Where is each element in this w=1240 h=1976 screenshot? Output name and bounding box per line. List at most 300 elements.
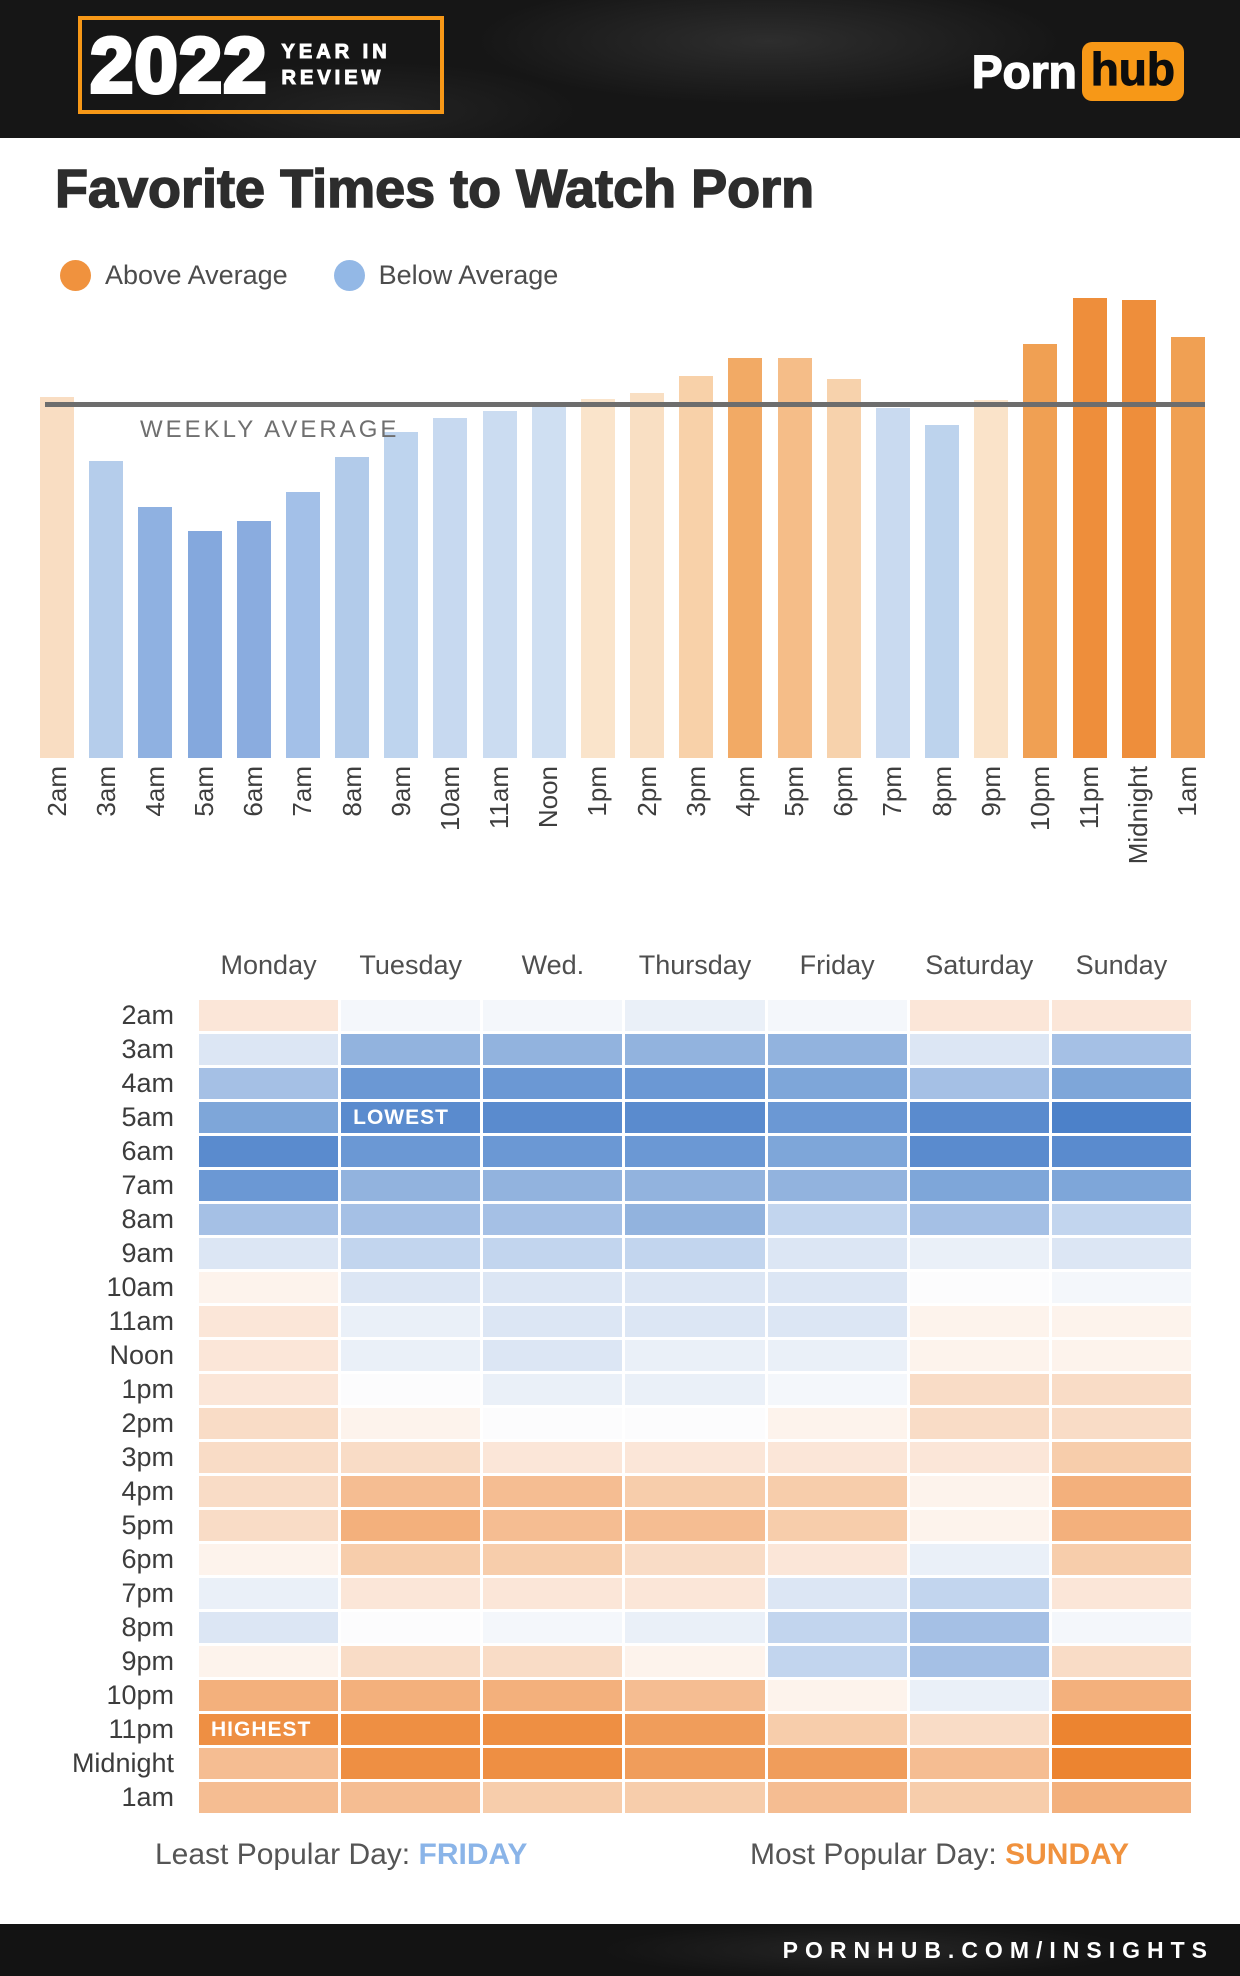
bar-3am	[89, 461, 123, 758]
bar-4am	[138, 507, 172, 758]
heatmap-day-headers	[199, 950, 1191, 981]
heatmap-cell-saturday-3pm	[910, 1442, 1049, 1473]
least-popular-label: Least Popular Day:	[155, 1838, 411, 1871]
heatmap-cell-saturday-4am	[910, 1068, 1049, 1099]
logo-subtext	[282, 39, 391, 91]
heatmap-cell-sunday-7am	[1052, 1170, 1191, 1201]
heatmap-cell-wed-10pm	[483, 1680, 622, 1711]
hour-label: 7pm	[877, 766, 908, 817]
insights-url: PORNHUB.COM/INSIGHTS	[782, 1936, 1214, 1963]
legend-below-dot	[334, 260, 365, 291]
heatmap-cell-tuesday-4am	[341, 1068, 480, 1099]
heatmap-cell-wed-3am	[483, 1034, 622, 1065]
bar-8am	[335, 457, 369, 758]
heatmap-cell-tuesday-11pm	[341, 1714, 480, 1745]
heatmap-cell-monday-4pm	[199, 1476, 338, 1507]
hour-label-slot	[138, 766, 172, 817]
legend-below-label: Below Average	[378, 260, 559, 290]
heatmap-cell-saturday-10am	[910, 1272, 1049, 1303]
heatmap-cell-friday-4am	[768, 1068, 907, 1099]
hour-label: 11pm	[1074, 766, 1105, 830]
heatmap-cell-tuesday-3am	[341, 1034, 480, 1065]
heatmap-cell-thursday-5am	[625, 1102, 764, 1133]
bar-5am	[188, 531, 222, 758]
heatmap-cell-monday-3pm	[199, 1442, 338, 1473]
heatmap-cell-saturday-3am	[910, 1034, 1049, 1065]
heatmap-cell-sunday-6pm	[1052, 1544, 1191, 1575]
heatmap-cell-sunday-3pm	[1052, 1442, 1191, 1473]
hour-label-slot	[237, 766, 271, 817]
bar-11am	[483, 411, 517, 758]
heatmap-cell-thursday-7pm	[625, 1578, 764, 1609]
page-title: Favorite Times to Watch Porn	[55, 159, 815, 219]
row-label-7pm: 7pm	[121, 1578, 174, 1608]
row-label-1am: 1am	[121, 1782, 174, 1812]
heatmap-cell-friday-2pm	[768, 1408, 907, 1439]
bottom-bar	[0, 1924, 1240, 1976]
row-label-3pm: 3pm	[121, 1442, 174, 1472]
heatmap-cell-monday-11pm	[199, 1714, 338, 1745]
legend-above-label: Above Average	[105, 260, 288, 290]
heatmap-cell-thursday-9am	[625, 1238, 764, 1269]
heatmap-cell-friday-11am	[768, 1306, 907, 1337]
bar-6pm	[827, 379, 861, 758]
heatmap-cell-sunday-5pm	[1052, 1510, 1191, 1541]
heatmap-cell-saturday-midnight	[910, 1748, 1049, 1779]
heatmap-cell-thursday-1am	[625, 1782, 764, 1813]
heatmap-cell-saturday-6am	[910, 1136, 1049, 1167]
weekly-heatmap-grid	[199, 1000, 1191, 1813]
row-label-midnight: Midnight	[71, 1748, 174, 1778]
heatmap-cell-tuesday-6am	[341, 1136, 480, 1167]
heatmap-cell-tuesday-8am	[341, 1204, 480, 1235]
hour-label: 5pm	[779, 766, 810, 817]
heatmap-cell-saturday-4pm	[910, 1476, 1049, 1507]
heatmap-cell-sunday-4am	[1052, 1068, 1191, 1099]
heatmap-cell-sunday-2pm	[1052, 1408, 1191, 1439]
heatmap-cell-wed-9am	[483, 1238, 622, 1269]
logo-line1: YEAR IN	[281, 41, 391, 63]
hour-label: 8pm	[926, 766, 957, 817]
row-label-2pm: 2pm	[121, 1408, 174, 1438]
heatmap-cell-friday-4pm	[768, 1476, 907, 1507]
hour-label-slot	[188, 766, 222, 817]
heatmap-cell-saturday-1pm	[910, 1374, 1049, 1405]
heatmap-cell-saturday-8am	[910, 1204, 1049, 1235]
day-header-wed: Wed.	[521, 950, 585, 980]
heatmap-cell-friday-11pm	[768, 1714, 907, 1745]
heatmap-cell-saturday-6pm	[910, 1544, 1049, 1575]
bar-4pm	[728, 358, 762, 758]
heatmap-cell-thursday-4pm	[625, 1476, 764, 1507]
heatmap-cell-sunday-11am	[1052, 1306, 1191, 1337]
heatmap-cell-tuesday-5am	[341, 1102, 480, 1133]
heatmap-cell-thursday-10am	[625, 1272, 764, 1303]
heatmap-cell-friday-5pm	[768, 1510, 907, 1541]
year-in-review-logo	[78, 16, 444, 114]
heatmap-cell-thursday-8pm	[625, 1612, 764, 1643]
row-label-9am: 9am	[121, 1238, 174, 1268]
heatmap-cell-tuesday-6pm	[341, 1544, 480, 1575]
bar-11pm	[1073, 298, 1107, 758]
heatmap-cell-thursday-noon	[625, 1340, 764, 1371]
day-header-tuesday: Tuesday	[359, 950, 462, 980]
hour-label: 10am	[434, 766, 465, 832]
heatmap-cell-thursday-9pm	[625, 1646, 764, 1677]
logo-line2: REVIEW	[281, 67, 385, 89]
hour-label-slot	[1171, 766, 1205, 817]
heatmap-cell-tuesday-9am	[341, 1238, 480, 1269]
heatmap-cell-wed-1pm	[483, 1374, 622, 1405]
heatmap-cell-friday-midnight	[768, 1748, 907, 1779]
hour-label-slot	[581, 766, 615, 817]
heatmap-cell-friday-7pm	[768, 1578, 907, 1609]
heatmap-cell-friday-10pm	[768, 1680, 907, 1711]
pornhub-logo-porn: Porn	[971, 45, 1077, 98]
hour-label-slot	[40, 766, 74, 817]
heatmap-cell-saturday-2pm	[910, 1408, 1049, 1439]
heatmap-cell-monday-5pm	[199, 1510, 338, 1541]
heatmap-cell-monday-5am	[199, 1102, 338, 1133]
heatmap-cell-wed-5am	[483, 1102, 622, 1133]
hourly-bar-chart	[40, 290, 1205, 758]
bar-2pm	[630, 393, 664, 758]
heatmap-hour-labels	[0, 1000, 186, 1816]
heatmap-cell-monday-4am	[199, 1068, 338, 1099]
heatmap-cell-monday-8pm	[199, 1612, 338, 1643]
hour-label: Midnight	[1123, 766, 1154, 865]
heatmap-cell-monday-11am	[199, 1306, 338, 1337]
heatmap-cell-sunday-5am	[1052, 1102, 1191, 1133]
heatmap-cell-saturday-11am	[910, 1306, 1049, 1337]
heatmap-cell-tuesday-4pm	[341, 1476, 480, 1507]
heatmap-cell-saturday-1am	[910, 1782, 1049, 1813]
bar-1pm	[581, 399, 615, 758]
heatmap-cell-thursday-11pm	[625, 1714, 764, 1745]
heatmap-cell-wed-11am	[483, 1306, 622, 1337]
heatmap-cell-sunday-2am	[1052, 1000, 1191, 1031]
hour-label-slot	[925, 766, 959, 817]
heatmap-cell-monday-10pm	[199, 1680, 338, 1711]
heatmap-cell-friday-1am	[768, 1782, 907, 1813]
heatmap-cell-thursday-5pm	[625, 1510, 764, 1541]
hour-label: 7am	[287, 766, 318, 817]
heatmap-cell-tuesday-1pm	[341, 1374, 480, 1405]
weekly-average-line	[45, 402, 1205, 407]
heatmap-cell-thursday-3am	[625, 1034, 764, 1065]
row-label-4am: 4am	[121, 1068, 174, 1098]
hour-label: 9pm	[975, 766, 1006, 817]
hour-label-slot	[483, 766, 517, 829]
heatmap-cell-wed-2pm	[483, 1408, 622, 1439]
heatmap-cell-tuesday-9pm	[341, 1646, 480, 1677]
day-header-saturday: Saturday	[925, 950, 1034, 980]
hour-label-slot	[876, 766, 910, 817]
hour-label: 4am	[139, 766, 170, 817]
bar-6am	[237, 521, 271, 758]
heatmap-cell-sunday-1pm	[1052, 1374, 1191, 1405]
heatmap-cell-tuesday-7pm	[341, 1578, 480, 1609]
bar-2am	[40, 397, 74, 758]
heatmap-cell-tuesday-1am	[341, 1782, 480, 1813]
hour-label: 1am	[1172, 766, 1203, 817]
bar-midnight	[1122, 300, 1156, 758]
heatmap-cell-monday-midnight	[199, 1748, 338, 1779]
row-label-5pm: 5pm	[121, 1510, 174, 1540]
heatmap-cell-sunday-8am	[1052, 1204, 1191, 1235]
logo-year: 2022	[90, 21, 268, 109]
heatmap-cell-sunday-10pm	[1052, 1680, 1191, 1711]
heatmap-cell-saturday-5pm	[910, 1510, 1049, 1541]
heatmap-cell-wed-4pm	[483, 1476, 622, 1507]
hour-label: 1pm	[582, 766, 613, 817]
heatmap-cell-wed-7am	[483, 1170, 622, 1201]
least-popular-value: FRIDAY	[418, 1838, 528, 1871]
heatmap-cell-tuesday-2am	[341, 1000, 480, 1031]
heatmap-cell-friday-9am	[768, 1238, 907, 1269]
heatmap-cell-monday-6am	[199, 1136, 338, 1167]
hour-label: 6pm	[828, 766, 859, 817]
heatmap-cell-sunday-1am	[1052, 1782, 1191, 1813]
bar-3pm	[679, 376, 713, 758]
most-popular-day	[750, 1838, 1129, 1872]
legend-above-dot	[60, 260, 91, 291]
heatmap-cell-monday-6pm	[199, 1544, 338, 1575]
hour-label-slot	[1122, 766, 1156, 864]
heatmap-cell-friday-10am	[768, 1272, 907, 1303]
heatmap-cell-saturday-noon	[910, 1340, 1049, 1371]
hour-label: 2pm	[631, 766, 662, 817]
row-label-10am: 10am	[106, 1272, 174, 1302]
heatmap-cell-thursday-10pm	[625, 1680, 764, 1711]
heatmap-cell-wed-1am	[483, 1782, 622, 1813]
hour-label-slot	[89, 766, 123, 817]
chart-legend	[60, 260, 604, 291]
heatmap-cell-saturday-7pm	[910, 1578, 1049, 1609]
hour-label-slot	[778, 766, 812, 817]
heatmap-cell-wed-10am	[483, 1272, 622, 1303]
heatmap-cell-thursday-8am	[625, 1204, 764, 1235]
hour-label-slot	[384, 766, 418, 817]
heatmap-cell-tuesday-3pm	[341, 1442, 480, 1473]
hour-label: Noon	[533, 766, 564, 829]
row-label-9pm: 9pm	[121, 1646, 174, 1676]
heatmap-cell-sunday-noon	[1052, 1340, 1191, 1371]
hour-label-slot	[1073, 766, 1107, 829]
heatmap-cell-friday-5am	[768, 1102, 907, 1133]
heatmap-cell-wed-2am	[483, 1000, 622, 1031]
heatmap-cell-tuesday-7am	[341, 1170, 480, 1201]
heatmap-cell-sunday-4pm	[1052, 1476, 1191, 1507]
heatmap-cell-tuesday-midnight	[341, 1748, 480, 1779]
bar-7pm	[876, 408, 910, 758]
hour-label: 3am	[90, 766, 121, 817]
bar-7am	[286, 492, 320, 758]
hour-label: 6am	[238, 766, 269, 817]
row-label-1pm: 1pm	[121, 1374, 174, 1404]
heatmap-cell-sunday-8pm	[1052, 1612, 1191, 1643]
hour-label-slot	[532, 766, 566, 828]
heatmap-cell-tuesday-2pm	[341, 1408, 480, 1439]
row-label-5am: 5am	[121, 1102, 174, 1132]
heatmap-cell-wed-3pm	[483, 1442, 622, 1473]
most-popular-label: Most Popular Day:	[750, 1838, 997, 1871]
hour-label-slot	[1023, 766, 1057, 831]
hour-label: 11am	[484, 766, 515, 830]
most-popular-value: SUNDAY	[1005, 1838, 1130, 1871]
hour-label: 10pm	[1024, 766, 1055, 832]
bar-1am	[1171, 337, 1205, 758]
heatmap-cell-sunday-7pm	[1052, 1578, 1191, 1609]
bar-9am	[384, 432, 418, 758]
heatmap-cell-thursday-6am	[625, 1136, 764, 1167]
heatmap-cell-tuesday-10am	[341, 1272, 480, 1303]
hour-label: 8am	[336, 766, 367, 817]
heatmap-cell-thursday-2pm	[625, 1408, 764, 1439]
hour-label: 5am	[189, 766, 220, 817]
hour-label-slot	[728, 766, 762, 817]
heatmap-cell-wed-11pm	[483, 1714, 622, 1745]
heatmap-cell-friday-9pm	[768, 1646, 907, 1677]
heatmap-cell-tuesday-5pm	[341, 1510, 480, 1541]
heatmap-cell-tuesday-8pm	[341, 1612, 480, 1643]
heatmap-cell-sunday-midnight	[1052, 1748, 1191, 1779]
row-label-7am: 7am	[121, 1170, 174, 1200]
heatmap-cell-thursday-4am	[625, 1068, 764, 1099]
weekly-average-label: WEEKLY AVERAGE	[140, 416, 400, 443]
heatmap-cell-sunday-9pm	[1052, 1646, 1191, 1677]
heatmap-cell-wed-7pm	[483, 1578, 622, 1609]
heatmap-cell-sunday-6am	[1052, 1136, 1191, 1167]
bar-chart-hour-labels	[40, 766, 1205, 864]
hour-label: 9am	[385, 766, 416, 817]
row-label-4pm: 4pm	[121, 1476, 174, 1506]
row-label-6am: 6am	[121, 1136, 174, 1166]
heatmap-cell-friday-noon	[768, 1340, 907, 1371]
bar-5pm	[778, 358, 812, 758]
annotation-highest: HIGHEST	[211, 1717, 312, 1741]
heatmap-cell-saturday-10pm	[910, 1680, 1049, 1711]
heatmap-cell-thursday-7am	[625, 1170, 764, 1201]
heatmap-cell-saturday-5am	[910, 1102, 1049, 1133]
heatmap-cell-tuesday-10pm	[341, 1680, 480, 1711]
heatmap-cell-monday-8am	[199, 1204, 338, 1235]
heatmap-cell-friday-2am	[768, 1000, 907, 1031]
heatmap-cell-tuesday-11am	[341, 1306, 480, 1337]
heatmap-cell-monday-7pm	[199, 1578, 338, 1609]
hour-label: 2am	[41, 766, 72, 817]
heatmap-cell-monday-1am	[199, 1782, 338, 1813]
day-header-sunday: Sunday	[1075, 950, 1168, 980]
heatmap-cell-sunday-10am	[1052, 1272, 1191, 1303]
heatmap-cell-sunday-11pm	[1052, 1714, 1191, 1745]
heatmap-cell-monday-noon	[199, 1340, 338, 1371]
annotation-lowest: LOWEST	[353, 1105, 449, 1129]
heatmap-cell-wed-8pm	[483, 1612, 622, 1643]
hour-label: 4pm	[729, 766, 760, 817]
heatmap-cell-wed-6pm	[483, 1544, 622, 1575]
heatmap-cell-friday-7am	[768, 1170, 907, 1201]
heatmap-cell-friday-1pm	[768, 1374, 907, 1405]
heatmap-cell-saturday-7am	[910, 1170, 1049, 1201]
hour-label-slot	[335, 766, 369, 817]
heatmap-cell-friday-3am	[768, 1034, 907, 1065]
heatmap-cell-tuesday-noon	[341, 1340, 480, 1371]
heatmap-cell-wed-noon	[483, 1340, 622, 1371]
heatmap-cell-friday-6pm	[768, 1544, 907, 1575]
row-label-11pm: 11pm	[108, 1714, 174, 1744]
heatmap-cell-saturday-9pm	[910, 1646, 1049, 1677]
bar-noon	[532, 406, 566, 758]
row-label-noon: Noon	[109, 1340, 174, 1370]
heatmap-cell-thursday-2am	[625, 1000, 764, 1031]
header-bar	[0, 0, 1240, 138]
heatmap-cell-thursday-11am	[625, 1306, 764, 1337]
row-label-3am: 3am	[121, 1034, 174, 1064]
heatmap-cell-monday-10am	[199, 1272, 338, 1303]
heatmap-cell-friday-6am	[768, 1136, 907, 1167]
pornhub-logo-hub: hub	[1082, 42, 1184, 101]
heatmap-cell-friday-8pm	[768, 1612, 907, 1643]
heatmap-cell-monday-1pm	[199, 1374, 338, 1405]
hour-label-slot	[433, 766, 467, 831]
hour-label-slot	[827, 766, 861, 817]
heatmap-cell-saturday-8pm	[910, 1612, 1049, 1643]
hour-label-slot	[679, 766, 713, 817]
heatmap-cell-monday-9pm	[199, 1646, 338, 1677]
row-label-11am: 11am	[108, 1306, 174, 1336]
heatmap-cell-sunday-9am	[1052, 1238, 1191, 1269]
bar-10am	[433, 418, 467, 758]
bar-8pm	[925, 425, 959, 758]
least-popular-day	[155, 1838, 527, 1872]
heatmap-cell-saturday-9am	[910, 1238, 1049, 1269]
heatmap-cell-monday-7am	[199, 1170, 338, 1201]
pornhub-logo	[972, 42, 1184, 101]
hour-label-slot	[630, 766, 664, 817]
row-label-8am: 8am	[121, 1204, 174, 1234]
heatmap-cell-wed-8am	[483, 1204, 622, 1235]
row-label-8pm: 8pm	[121, 1612, 174, 1642]
row-label-2am: 2am	[121, 1000, 174, 1030]
heatmap-cell-saturday-2am	[910, 1000, 1049, 1031]
heatmap-cell-wed-midnight	[483, 1748, 622, 1779]
heatmap-cell-thursday-6pm	[625, 1544, 764, 1575]
row-label-6pm: 6pm	[121, 1544, 174, 1574]
day-header-thursday: Thursday	[638, 950, 752, 980]
heatmap-cell-monday-9am	[199, 1238, 338, 1269]
heatmap-cell-friday-8am	[768, 1204, 907, 1235]
bar-9pm	[974, 400, 1008, 758]
heatmap-cell-wed-5pm	[483, 1510, 622, 1541]
day-header-monday: Monday	[220, 950, 317, 980]
heatmap-cell-thursday-3pm	[625, 1442, 764, 1473]
heatmap-cell-thursday-1pm	[625, 1374, 764, 1405]
hour-label: 3pm	[680, 766, 711, 817]
hour-label-slot	[286, 766, 320, 817]
heatmap-cell-saturday-11pm	[910, 1714, 1049, 1745]
heatmap-cell-wed-9pm	[483, 1646, 622, 1677]
heatmap-cell-monday-3am	[199, 1034, 338, 1065]
heatmap-cell-monday-2am	[199, 1000, 338, 1031]
heatmap-cell-wed-4am	[483, 1068, 622, 1099]
heatmap-cell-sunday-3am	[1052, 1034, 1191, 1065]
day-header-friday: Friday	[799, 950, 875, 980]
hour-label-slot	[974, 766, 1008, 817]
heatmap-cell-friday-3pm	[768, 1442, 907, 1473]
heatmap-cell-monday-2pm	[199, 1408, 338, 1439]
row-label-10pm: 10pm	[106, 1680, 174, 1710]
